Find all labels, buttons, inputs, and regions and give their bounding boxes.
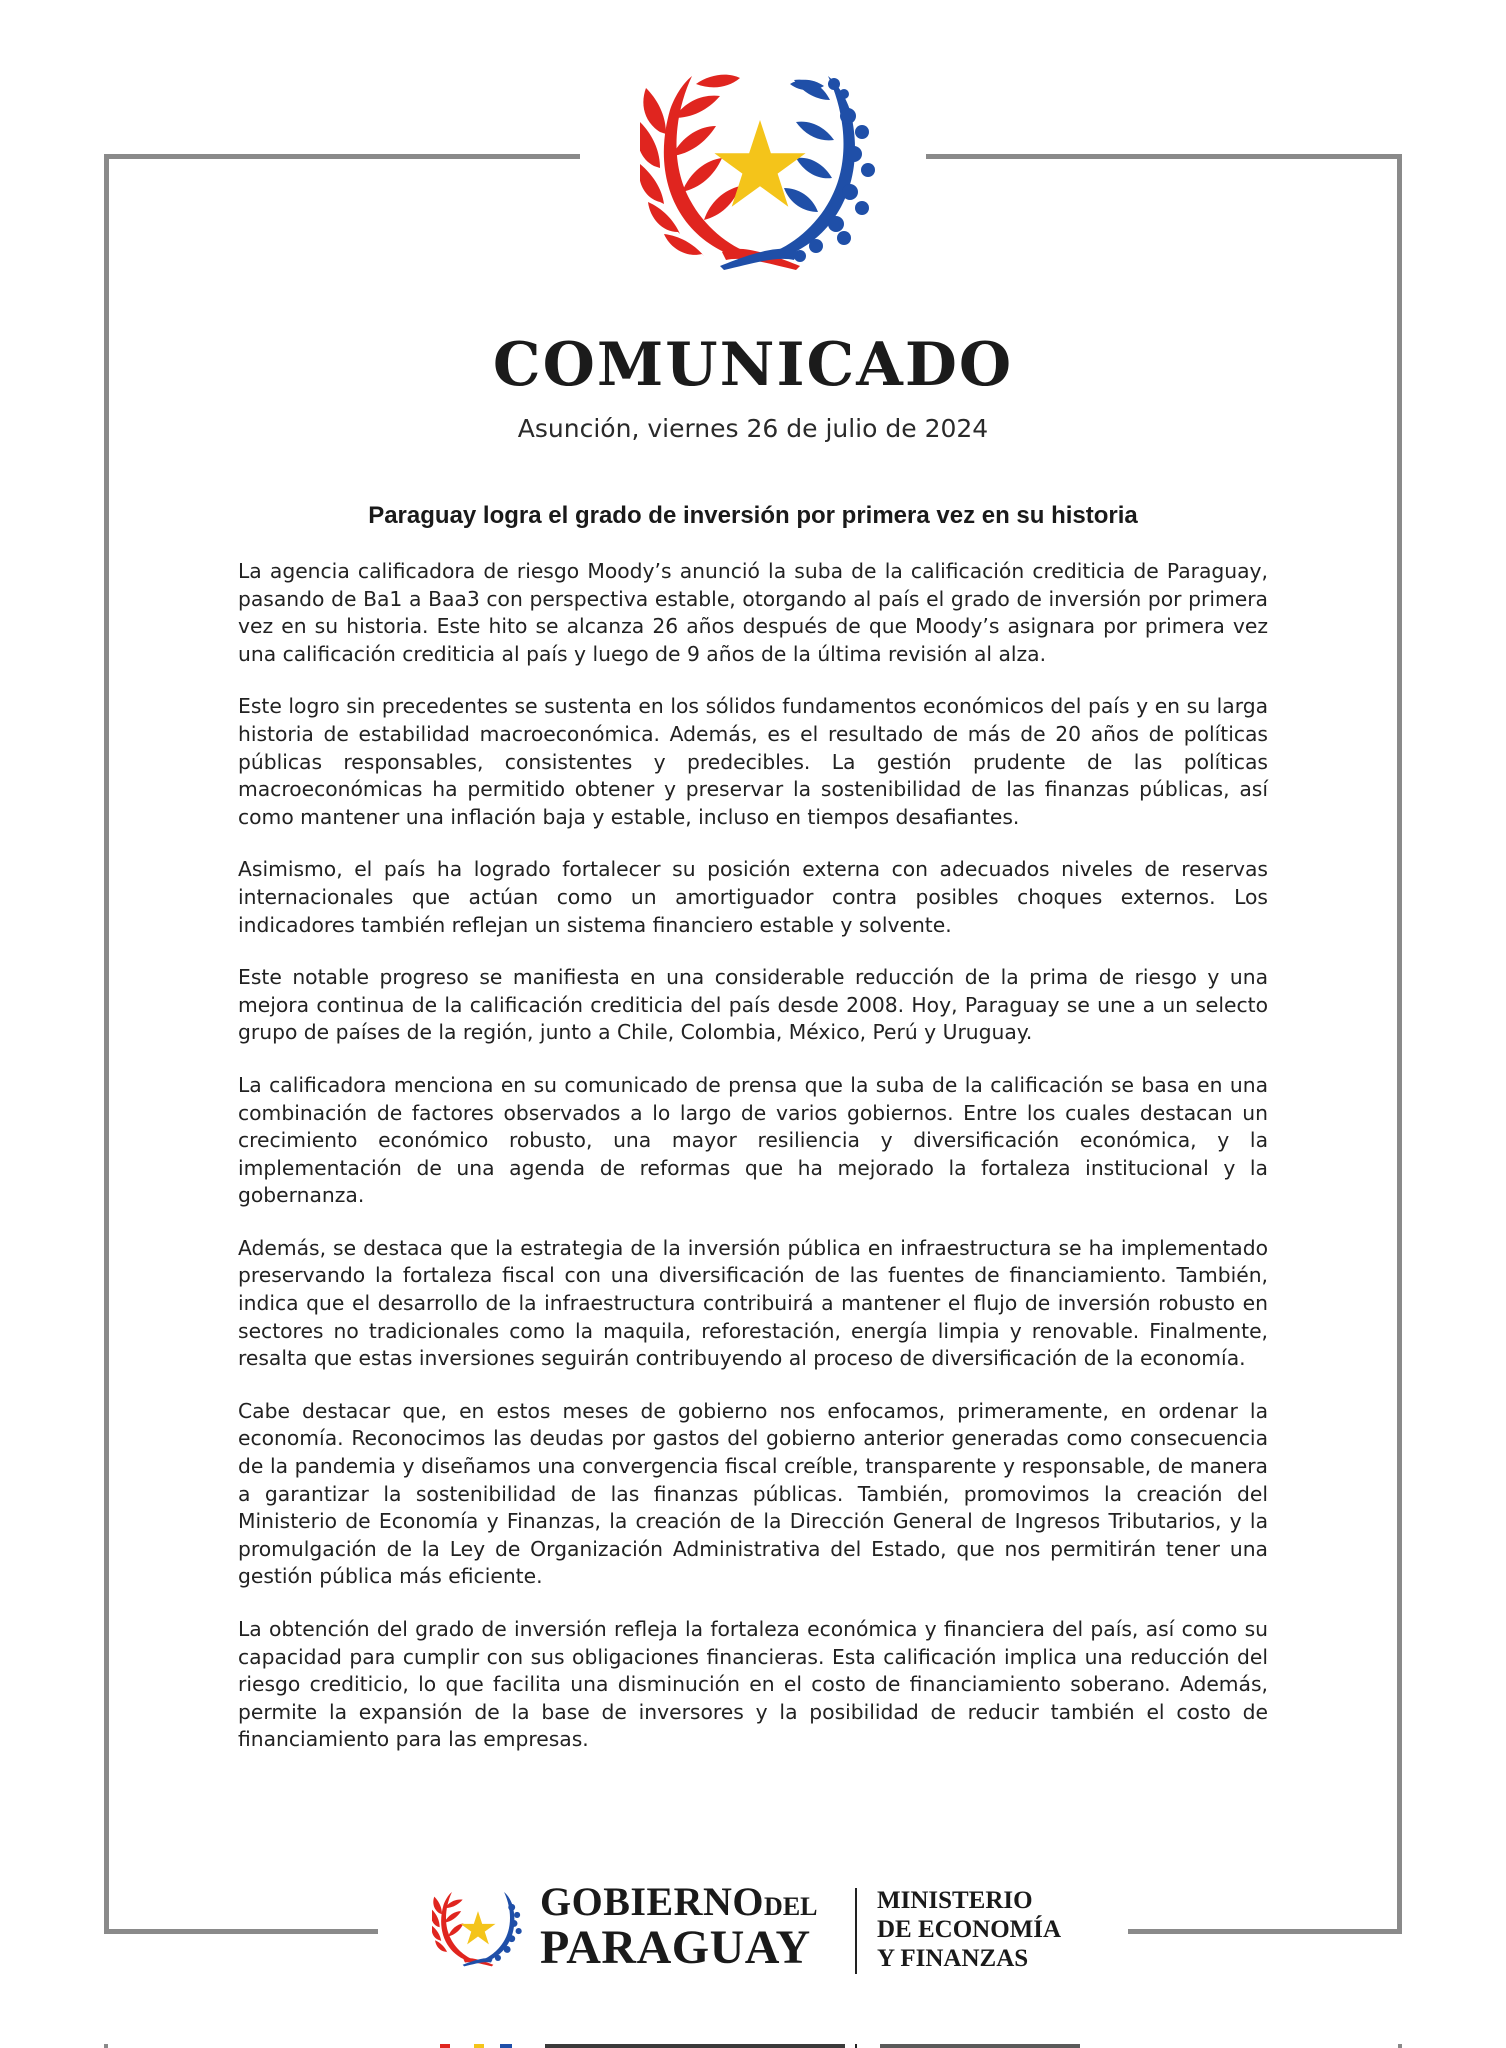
gov-word-paraguay: PARAGUAY bbox=[540, 1921, 811, 1974]
ministry-line-1: MINISTERIO bbox=[877, 1887, 1033, 1914]
paragraph-4: Este notable progreso se manifiesta en una considerable reducción de la prima de riesgo y una mejora continua de la calificación crediticia del país desde 2008. Hoy, Paraguay se une a un selecto grupo de países de la región, junto a Chile, Colombia, México, Perú y Uruguay. bbox=[238, 965, 1268, 1045]
paragraph-3: Asimismo, el país ha logrado fortalecer su posición externa con adecuados niveles de reservas internacionales que actúan como un amortiguador contra posibles choques externos. Los indicadores también reflejan un sistema financiero estable y solvente. bbox=[238, 857, 1268, 937]
ministry-line-3: Y FINANZAS bbox=[877, 1945, 1029, 1972]
frame-bottom-right bbox=[1128, 1929, 1402, 1934]
ribbon bbox=[720, 249, 800, 270]
paragraph-2: Este logro sin precedentes se sustenta en los sólidos fundamentos económicos del país y en su larga historia de estabilidad macroeconómica. Además, es el resultado de más de 20 años de políticas públicas responsables, consistentes y predecibles. La gestión prudente de las políticas macroeconómicas ha permitido obtener y preservar la sostenibilidad de las finanzas públicas, así como mantener una inflación baja y estable, incluso en tiempos desafiantes. bbox=[238, 694, 1268, 829]
body-text bbox=[238, 558, 1268, 1779]
laurel-wreath-emblem bbox=[640, 70, 880, 270]
frame-top-right bbox=[926, 154, 1402, 159]
footer-emblem bbox=[432, 1886, 524, 1970]
ministry-name bbox=[877, 1886, 1061, 1973]
cropped-footer-strip bbox=[0, 2034, 1506, 2048]
frame-bottom-left bbox=[104, 1929, 378, 1934]
footer-divider bbox=[855, 1888, 857, 1974]
blue-laurel-branch bbox=[768, 76, 875, 262]
paragraph-1: La agencia calificadora de riesgo Moody’s anunció la suba de la calificación crediticia de Paraguay, pasando de Ba1 a Baa3 con perspectiva estable, otorgando al país el grado de inversión por primera vez en su historia. Este hito se alcanza 26 años después de que Moody’s asignara por primera vez una calificación crediticia al país y luego de 9 años de la última revisión al alza. bbox=[238, 559, 1268, 666]
star-icon bbox=[461, 1911, 496, 1944]
page-title: COMUNICADO bbox=[492, 330, 1014, 400]
ministry-line-2: DE ECONOMÍA bbox=[877, 1916, 1062, 1943]
gov-word-del: DEL bbox=[764, 1892, 818, 1921]
paragraph-7: Cabe destacar que, en estos meses de gobierno nos enfocamos, primeramente, en ordenar la economía. Reconocimos las deudas por gastos del gobierno anterior generadas como consecuencia de la pandemia y diseñamos una convergencia fiscal creíble, transparente y responsable, de manera a garantizar la sostenibilidad de las finanzas públicas. También, promovimos la creación del Ministerio de Economía y Finanzas, la creación de la Dirección General de Ingresos Tributarios, y la promulgación de la Ley de Organización Administrativa del Estado, que nos permitirán tener una gestión pública más eficiente. bbox=[238, 1398, 1268, 1589]
dateline: Asunción, viernes 26 de julio de 2024 bbox=[517, 414, 989, 443]
paragraph-8: La obtención del grado de inversión refleja la fortaleza económica y financiera del país, así como su capacidad para cumplir con sus obligaciones financieras. Esta calificación implica una reducción del riesgo crediticio, lo que facilita una disminución en el costo de financiamiento soberano. Además, permite la expansión de la base de inversores y la posibilidad de reducir también el costo de financiamiento para las empresas. bbox=[238, 1617, 1268, 1752]
paragraph-6: Además, se destaca que la estrategia de la inversión pública en infraestructura se ha implementado preservando la fortaleza fiscal con una diversificación de las fuentes de financiamiento. También, indica que el desarrollo de la infraestructura contribuirá a mantener el flujo de inversión robusto en sectores no tradicionales como la maquila, reforestación, energía limpia y renovable. Finalmente, resalta que estas inversiones seguirán contribuyendo al proceso de diversificación de la economía. bbox=[238, 1235, 1268, 1371]
frame-top-left bbox=[104, 154, 580, 159]
paragraph-5: La calificadora menciona en su comunicado de prensa que la suba de la calificación se basa en una combinación de factores observados a lo largo de varios gobiernos. Entre los cuales destacan un crecimiento económico robusto, una mayor resiliencia y diversificación económica, y la implementación de una agenda de reformas que ha mejorado la fortaleza institucional y la gobernanza. bbox=[238, 1072, 1268, 1208]
headline: Paraguay logra el grado de inversión por primera vez en su historia bbox=[368, 502, 1138, 529]
gov-word-gobierno: GOBIERNO bbox=[540, 1879, 765, 1924]
government-logotype bbox=[540, 1879, 818, 1974]
